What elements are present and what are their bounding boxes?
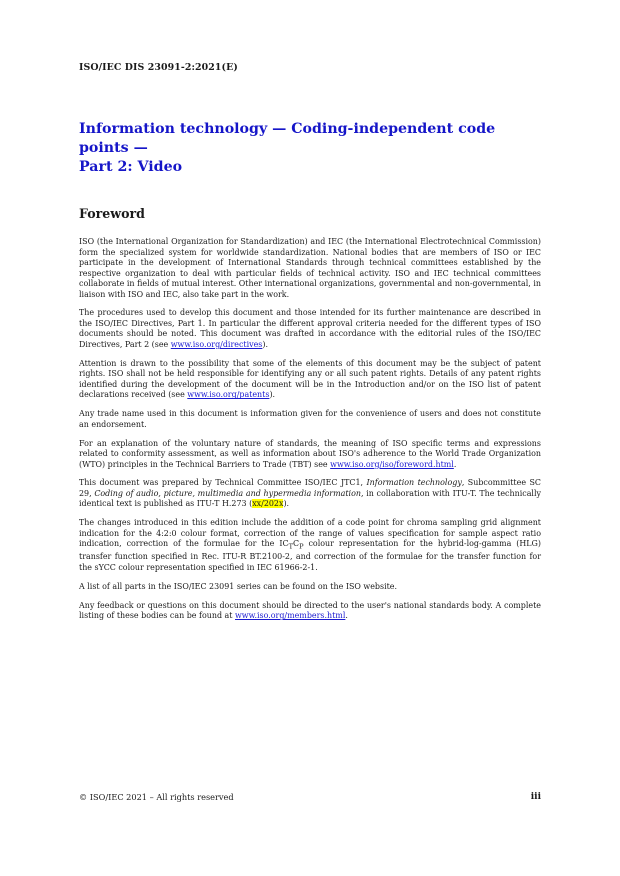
members-link[interactable]: www.iso.org/members.html	[235, 611, 346, 621]
foreword-body	[79, 237, 541, 630]
page-number: iii	[530, 792, 541, 802]
title-line-2: Part 2: Video	[79, 159, 183, 175]
paragraph-8: A list of all parts in the ISO/IEC 23091 series can be found on the ISO website.	[79, 581, 398, 591]
paragraph-5: For an explanation of the voluntary nature of standards, the meaning of ISO specific terms and expressions related to conformity assessment, as well as information about ISO's adherence to the World Trade Organization (WTO) principles in the Technical Barriers to Trade (TBT) see www.iso.org/iso/foreword.html.	[79, 438, 541, 469]
highlighted-date-placeholder: xx/202x	[252, 499, 284, 509]
paragraph-2: The procedures used to develop this document and those intended for its further maintenance are described in the ISO/IEC Directives, Part 1. In particular the different approval criteria needed for the different types of ISO documents should be noted. This document was drafted in accordance with the editorial rules of the ISO/IEC Directives, Part 2 (see www.iso.org/directives).	[79, 308, 541, 349]
foreword-link[interactable]: www.iso.org/iso/foreword.html	[330, 459, 454, 469]
foreword-heading: Foreword	[79, 206, 145, 221]
paragraph-9: Any feedback or questions on this document should be directed to the user's national standards body. A complete listing of these bodies can be found at www.iso.org/members.html.	[79, 600, 541, 621]
document-id: ISO/IEC DIS 23091-2:2021(E)	[79, 62, 238, 73]
paragraph-1: ISO (the International Organization for Standardization) and IEC (the International Electrotechnical Commission) form the specialized system for worldwide standardization. National bodies that are members of ISO or IEC participate in the development of International Standards through technical committees established by the respective organization to deal with particular fields of technical activity. ISO and IEC technical committees collaborate in fields of mutual interest. Other international organizations, governmental and non-governmental, in liaison with ISO and IEC, also take part in the work.	[79, 237, 541, 299]
copyright-footer: © ISO/IEC 2021 – All rights reserved	[79, 792, 234, 802]
paragraph-4: Any trade name used in this document is information given for the convenience of users and does not constitute an endorsement.	[79, 409, 541, 429]
patents-link[interactable]: www.iso.org/patents	[187, 390, 270, 400]
paragraph-6: This document was prepared by Technical Committee ISO/IEC JTC1, Information technology, Subcommittee SC 29, Coding of audio, picture, multimedia and hypermedia information, in collaboration with ITU-T. The technically identical text is published as ITU-T H.273 (xx/202x).	[79, 478, 541, 509]
document-title	[79, 120, 549, 177]
title-line-1: Information technology — Coding-independent code points —	[79, 121, 496, 156]
directives-link[interactable]: www.iso.org/directives	[170, 339, 263, 349]
paragraph-3: Attention is drawn to the possibility that some of the elements of this document may be the subject of patent rights. ISO shall not be held responsible for identifying any or all such patent rights. Details of any patent rights identified during the development of the document will be in the Introduction and/or on the ISO list of patent declarations received (see www.iso.org/patents).	[79, 358, 541, 400]
paragraph-7: The changes introduced in this edition include the addition of a code point for chroma sampling grid alignment indication for the 4:2:0 colour format, correction of the range of values specification for sample aspect ratio indication, correction of the formulae for the $IC_TC_P$ colour representation for the hybrid-log-gamma (HLG) transfer function specified in Rec. ITU-R BT.2100-2, and correction of the formulae for the transfer function for the sYCC colour representation specified in IEC 61966-2-1.	[79, 518, 541, 572]
